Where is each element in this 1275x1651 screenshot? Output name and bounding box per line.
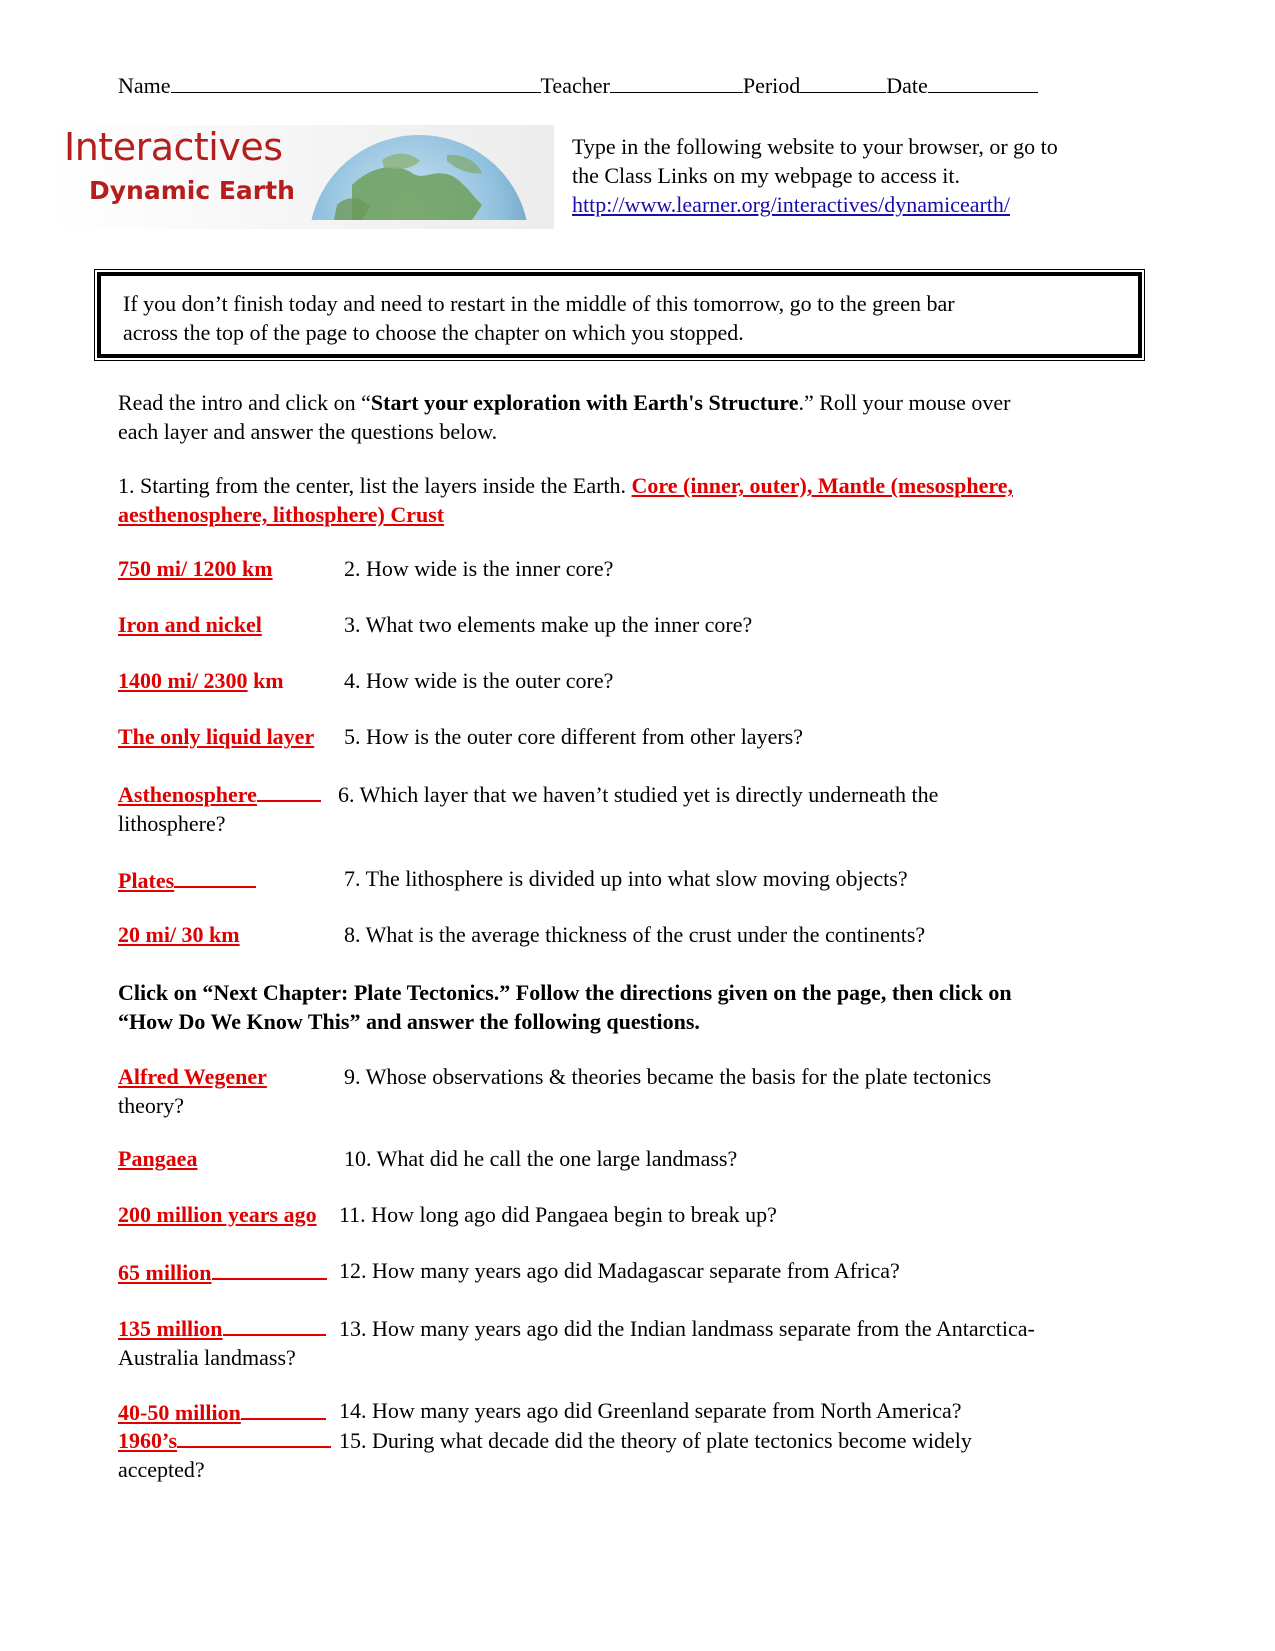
answer-tail: km	[247, 668, 284, 693]
question-text: 6. Which layer that we haven’t studied yet is directly underneath the	[338, 782, 939, 807]
question-text-cont: accepted?	[118, 1457, 205, 1482]
answer: The only liquid layer	[118, 724, 315, 749]
teacher-blank[interactable]	[610, 72, 743, 93]
earth-structure-instructions	[118, 388, 1011, 446]
question-row	[118, 1258, 1118, 1286]
question-text: 14. How many years ago did Greenland separate from North America?	[339, 1398, 962, 1423]
answer: 40-50 million	[118, 1400, 241, 1425]
intro-line-1: Type in the following website to your browser, or go to	[572, 134, 1058, 159]
question-text: 15. During what decade did the theory of plate tectonics become widely	[339, 1428, 972, 1453]
period-label: Period	[742, 73, 801, 98]
answer: 135 million	[118, 1316, 223, 1341]
question-text-cont: lithosphere?	[118, 811, 226, 836]
answer-blank	[241, 1398, 326, 1420]
question-text: 10. What did he call the one large landmass?	[344, 1146, 738, 1171]
answer: 65 million	[118, 1260, 212, 1285]
question-row	[118, 1398, 1118, 1426]
question-text: 13. How many years ago did the Indian landmass separate from the Antarctica-	[339, 1316, 1035, 1341]
instr1-pre: Read the intro and click on “	[118, 390, 371, 415]
question-text: 7. The lithosphere is divided up into what slow moving objects?	[344, 866, 908, 891]
answer: 200 million years ago	[118, 1202, 317, 1227]
question-1	[118, 471, 1013, 529]
notice-text	[123, 289, 955, 347]
q1-text: 1. Starting from the center, list the layers inside the Earth.	[118, 473, 632, 498]
date-blank[interactable]	[928, 72, 1038, 93]
question-text: 4. How wide is the outer core?	[344, 668, 614, 693]
answer-blank	[257, 780, 321, 802]
logo-title: Interactives	[64, 125, 283, 169]
interactives-logo	[52, 125, 554, 229]
question-row	[118, 1062, 1118, 1120]
answer: 1960’s	[118, 1428, 178, 1453]
question-text: 2. How wide is the inner core?	[344, 556, 614, 581]
website-instructions	[572, 132, 1058, 219]
logo-subtitle: Dynamic Earth	[89, 176, 295, 205]
instr2-line-2: “How Do We Know This” and answer the following questions.	[118, 1009, 700, 1034]
plate-tectonics-instructions	[118, 978, 1012, 1036]
question-row	[118, 1202, 1118, 1228]
answer: Alfred Wegener	[118, 1064, 267, 1089]
question-text: 8. What is the average thickness of the crust under the continents?	[344, 922, 926, 947]
intro-line-2: the Class Links on my webpage to access it.	[572, 163, 960, 188]
answer: Iron and nickel	[118, 612, 262, 637]
question-row	[118, 724, 1118, 750]
question-row	[118, 780, 1118, 838]
question-row	[118, 1426, 1118, 1484]
answer: Plates	[118, 868, 175, 893]
answer: 20 mi/ 30 km	[118, 922, 240, 947]
answer: 1400 mi/ 2300	[118, 668, 248, 693]
q1-answer-line-1: Core (inner, outer), Mantle (mesosphere,	[631, 473, 1013, 498]
instr2-line-1: Click on “Next Chapter: Plate Tectonics.” Follow the directions given on the page, then click on	[118, 980, 1012, 1005]
name-label: Name	[118, 73, 171, 98]
question-row	[118, 556, 1118, 582]
period-blank[interactable]	[800, 72, 886, 93]
date-label: Date	[886, 73, 928, 98]
q1-answer-line-2: aesthenosphere, lithosphere) Crust	[118, 502, 445, 527]
restart-notice-box	[97, 272, 1142, 358]
question-text: 5. How is the outer core different from other layers?	[344, 724, 803, 749]
question-row	[118, 668, 1118, 694]
question-row	[118, 1146, 1118, 1172]
answer-blank	[177, 1426, 331, 1448]
question-text: 9. Whose observations & theories became the basis for the plate tectonics	[344, 1064, 992, 1089]
question-text: 3. What two elements make up the inner core?	[344, 612, 753, 637]
question-text-cont: Australia landmass?	[118, 1345, 296, 1370]
question-text: 11. How long ago did Pangaea begin to break up?	[339, 1202, 777, 1227]
answer: Asthenosphere	[118, 782, 257, 807]
notice-line-1: If you don’t finish today and need to restart in the middle of this tomorrow, go to the green bar	[123, 291, 955, 316]
answer: Pangaea	[118, 1146, 198, 1171]
instr1-post: .” Roll your mouse over	[798, 390, 1011, 415]
question-text-cont: theory?	[118, 1093, 184, 1118]
teacher-label: Teacher	[540, 73, 610, 98]
header-fields	[118, 72, 1038, 99]
question-row	[118, 866, 1118, 894]
answer: 750 mi/ 1200 km	[118, 556, 273, 581]
question-row	[118, 1314, 1128, 1372]
answer-blank	[223, 1314, 326, 1336]
instr1-bold: Start your exploration with Earth's Structure	[370, 390, 799, 415]
answer-blank	[212, 1258, 327, 1280]
answer-blank	[174, 866, 256, 888]
question-row	[118, 612, 1118, 638]
website-link[interactable]: http://www.learner.org/interactives/dynamicearth/	[572, 192, 1011, 217]
question-text: 12. How many years ago did Madagascar separate from Africa?	[339, 1258, 900, 1283]
question-row	[118, 922, 1118, 948]
instr1-line-2: each layer and answer the questions below.	[118, 419, 498, 444]
name-blank[interactable]	[171, 72, 541, 93]
notice-line-2: across the top of the page to choose the chapter on which you stopped.	[123, 320, 744, 345]
